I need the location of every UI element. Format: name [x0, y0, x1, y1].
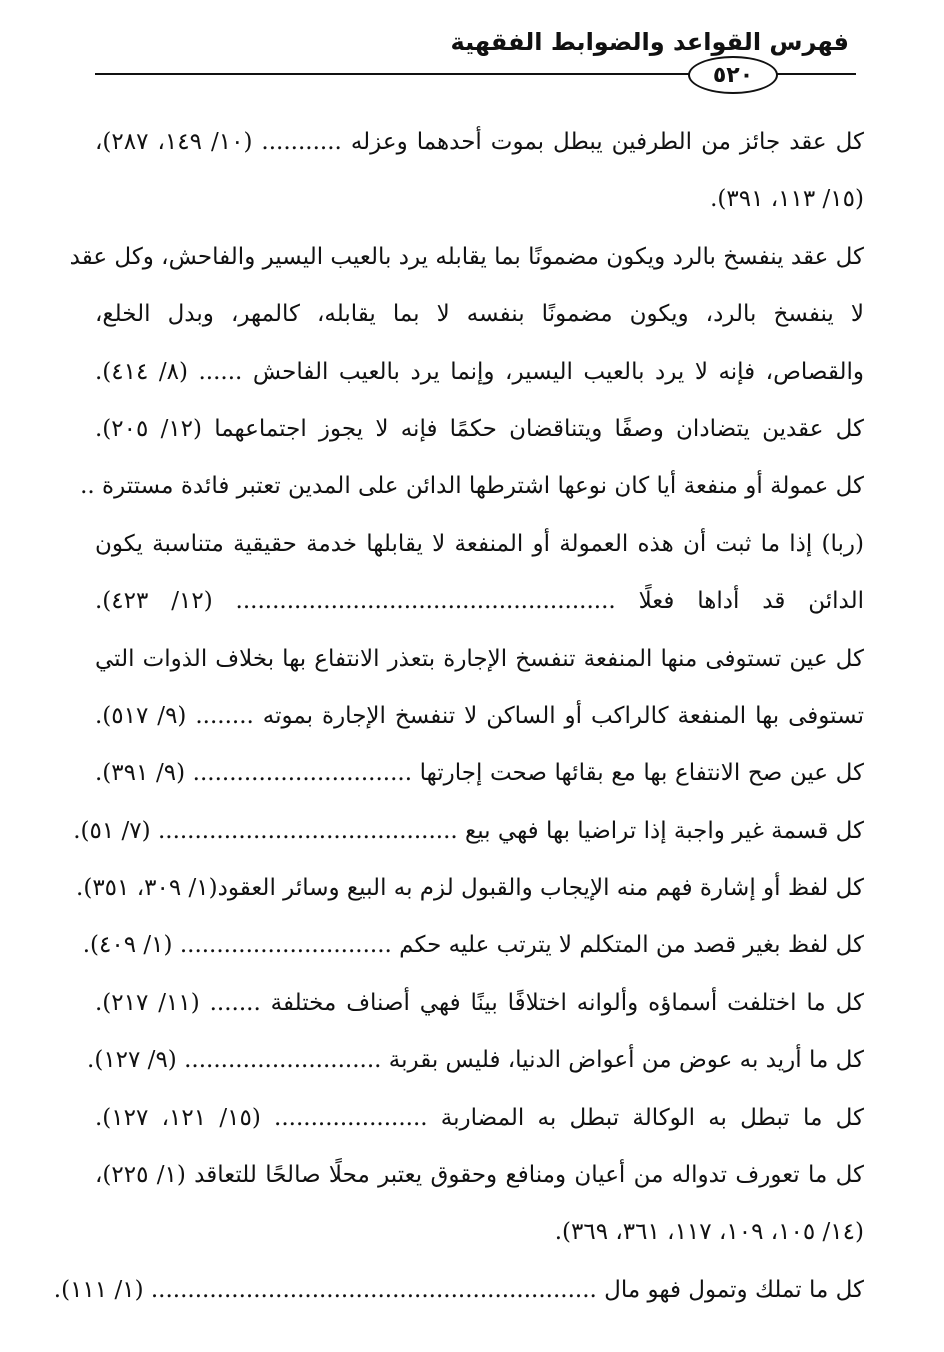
index-entry	[87, 1032, 864, 1089]
index-entries	[53, 114, 865, 1319]
index-entry	[95, 401, 864, 458]
index-entry	[95, 1147, 864, 1262]
entry-line: كل عقدين يتضادان وصفًا ويتناقضان حكمًا فإنه لا يجوز اجتماعهما (١٢/ ٢٠٥).	[95, 415, 865, 442]
entry-line: كل لفظ بغير قصد من المتكلم لا يترتب عليه حكم ............................. (١/ ٤٠٩).	[82, 932, 864, 959]
index-entry	[53, 1262, 864, 1319]
entry-line: كل قسمة غير واجبة إذا تراضيا بها فهي بيع ......................................... (٧/ ٥١).	[73, 817, 864, 844]
index-entry	[95, 631, 864, 746]
entry-line: كل ما أريد به عوض من أعواض الدنيا، فليس بقربة ........................... (٩/ ١٢٧).	[87, 1047, 864, 1074]
entry-line: تستوفى بها المنفعة كالراكب أو الساكن لا تنفسخ الإجارة بموته ........ (٩/ ٥١٧).	[95, 702, 864, 729]
header-title: فهرس القواعد والضوابط الفقهية	[450, 28, 849, 56]
entry-line: كل عقد جائز من الطرفين يبطل بموت أحدهما وعزله ........... (١٠/ ١٤٩، ٢٨٧)،	[95, 129, 865, 155]
entry-line: الدائن قد أداها فعلًا .................................................... (١٢/ ٤٢٣).	[95, 588, 865, 615]
entry-line: كل عمولة أو منفعة أيا كان نوعها اشترطها الدائن على المدين تعتبر فائدة مستترة ..	[80, 473, 864, 500]
entry-line: كل ما تبطل به الوكالة تبطل به المضاربة ..................... (١٥/ ١٢١، ١٢٧).	[95, 1104, 864, 1131]
entry-line: كل عقد ينفسخ بالرد ويكون مضمونًا بما يقابله يرد بالعيب اليسير والفاحش، وكل عقد	[69, 243, 864, 270]
index-entry	[80, 458, 865, 630]
entry-line: كل ما اختلفت أسماؤه وألوانه اختلافًا بينًا فهي أصناف مختلفة ....... (١١/ ٢١٧).	[95, 989, 865, 1016]
index-entry	[73, 803, 864, 860]
entry-line: كل عين صح الانتفاع بها مع بقائها صحت إجارتها .............................. (٩/ ٣٩١).	[95, 760, 865, 787]
entry-line: لا ينفسخ بالرد، ويكون مضمونًا بنفسه لا بما يقابله، كالمهر، وبدل الخلع،	[95, 301, 864, 328]
entry-line: كل ما تعورف تدواله من أعيان ومنافع وحقوق يعتبر محلًا صالحًا للتعاقد (١/ ٢٢٥)،	[95, 1162, 864, 1189]
index-entry	[76, 860, 864, 917]
entry-line: (ربا) إذا ما ثبت أن هذه العمولة أو المنفعة لا يقابلها خدمة حقيقية متناسبة يكون	[95, 530, 864, 557]
index-entry	[95, 975, 864, 1032]
entry-line: (١٤/ ١٠٥، ١٠٩، ١١٧، ٣٦١، ٣٦٩).	[554, 1219, 864, 1246]
entry-line: كل لفظ أو إشارة فهم منه الإيجاب والقبول لزم به البيع وسائر العقود(١/ ٣٠٩، ٣٥١).	[76, 875, 864, 902]
entry-line: (١٥/ ١١٣، ٣٩١).	[710, 186, 864, 213]
page-number: ٥٢٠	[688, 56, 778, 94]
index-entry	[82, 917, 864, 974]
entry-line: كل عين تستوفى منها المنفعة تنفسخ الإجارة بتعذر الانتفاع بها بخلاف الذوات التي	[95, 645, 864, 672]
entry-line: كل ما تملك وتمول فهو مال ............................................................. (١/ ١١١).	[53, 1276, 864, 1303]
index-entry	[95, 745, 864, 802]
index-entry	[95, 114, 864, 229]
entry-line: والقصاص، فإنه لا يرد بالعيب اليسير، وإنما يرد بالعيب الفاحش ...... (٨/ ٤١٤).	[95, 358, 865, 385]
index-entry	[95, 1090, 864, 1147]
index-entry	[69, 229, 865, 401]
